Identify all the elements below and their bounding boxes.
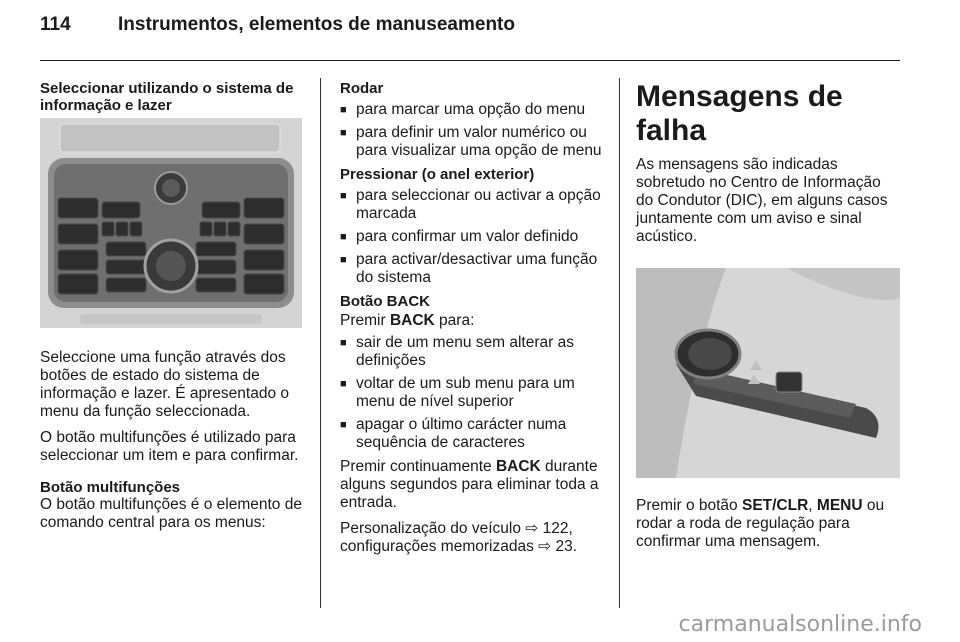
ref-arrow-icon: ⇨ [538,538,552,555]
set-clr-label: SET/CLR [741,497,809,514]
back-list [340,334,605,452]
header-rule [40,60,900,61]
text: para: [439,312,475,329]
text: , [808,497,813,514]
infotainment-panel-figure [40,118,302,328]
section-title: Mensagens de falha [636,80,843,147]
page-title: Instrumentos, elementos de manuseamento [118,14,515,35]
paragraph [636,497,902,551]
list-item: ■ para marcar uma opção do menu [340,101,605,119]
paragraph [340,312,605,330]
rodar-list [340,101,605,160]
text: Premir [340,312,386,329]
section-heading: Seleccionar utilizando o sistema de informação e lazer [40,80,294,114]
text: Premir continuamente [340,458,492,475]
text: ou rodar a roda de regulação para confirmar uma mensagem. [636,497,885,550]
list-item: ■ para definir um valor numérico ou para visualizar uma opção de menu [340,124,605,160]
column-divider-2 [619,78,620,608]
page-ref[interactable]: 122, [542,520,573,537]
list-item: ■ sair de um menu sem alterar as definições [340,334,605,370]
back-label: BACK [495,458,541,475]
paragraph: O botão multifunções é o elemento de comando central para os menus: [40,496,302,531]
page-header [40,14,515,36]
list-item: ■ para seleccionar ou activar a opção marcada [340,187,605,223]
subheading-back: Botão BACK [340,293,430,310]
back-label: BACK [389,312,435,329]
paragraph [340,458,605,512]
text: durante alguns segundos para eliminar toda a entrada. [340,458,599,511]
watermark: carmanualsonline.info [678,612,922,637]
paragraph: O botão multifunções é utilizado para seleccionar um item e para confirmar. [40,429,299,464]
paragraph [340,520,605,556]
text: Premir o botão [636,497,738,514]
column-3 [636,80,902,559]
text: configurações memorizadas [340,538,534,555]
menu-label: MENU [816,497,863,514]
list-item: ■ apagar o último carácter numa sequência de caracteres [340,416,605,452]
column-1 [40,80,304,540]
text: Personalização do veículo [340,520,521,537]
steering-stalk-figure [636,268,900,478]
list-item: ■ voltar de um sub menu para um menu de nível superior [340,375,605,411]
page-ref[interactable]: 23. [555,538,578,555]
list-item: ■ para activar/desactivar uma função do sistema [340,251,605,287]
column-2 [340,80,605,564]
subheading-rodar: Rodar [340,80,384,97]
paragraph: Seleccione uma função através dos botões de estado do sistema de informação e lazer. É apresentado o menu da função seleccionada. [40,349,290,420]
ref-arrow-icon: ⇨ [525,520,539,537]
list-item: ■ para confirmar um valor definido [340,228,605,246]
page-number: 114 [40,14,71,35]
paragraph: As mensagens são indicadas sobretudo no Centro de Informação do Condutor (DIC), em alguns casos juntamente com um aviso e sinal acústico. [636,156,888,245]
pressionar-list [340,187,605,287]
subheading-pressionar: Pressionar (o anel exterior) [340,166,535,183]
column-divider-1 [320,78,321,608]
subheading-multifunction: Botão multifunções [40,479,181,496]
